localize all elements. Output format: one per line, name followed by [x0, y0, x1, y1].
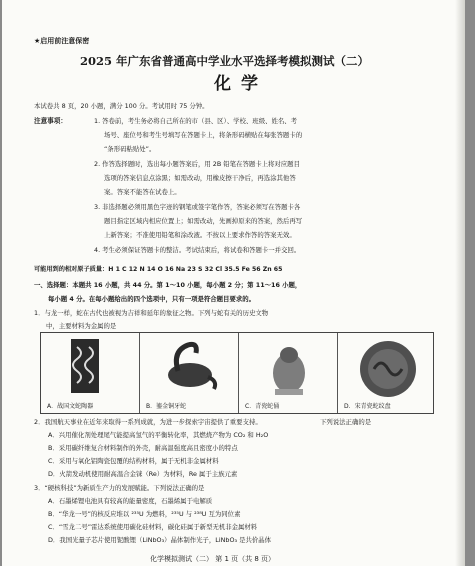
note-line: 4. 考生必须保证答题卡的整洁。考试结束后，将试卷和答题卡一并交回。	[94, 246, 301, 254]
q2-stem-cont: 下列说法正确的是	[320, 418, 372, 426]
note-line: 上新答案；不准使用铅笔和涂改液。不按以上要求作答的答案无效。	[104, 231, 296, 239]
q1-option-a-image	[41, 333, 140, 413]
note-line: 2. 作答选择题时，选出每小题答案后，用 2B 铅笔在答题卡上将对应题目	[94, 160, 300, 168]
q1-option-d-image	[338, 333, 436, 413]
q1-option-b-image	[140, 333, 239, 413]
notes-label: 注意事项：	[34, 117, 67, 125]
exam-page	[2, 0, 465, 566]
note-line: 案。答案不能答在试卷上。	[104, 188, 181, 196]
q3-option-a: A．石墨烯锂电池具有较高的能量密度，石墨烯属于电解质	[48, 497, 213, 505]
note-line: 1. 答卷前，考生务必将自己所在的市（县、区）、学校、班级、姓名、考	[94, 117, 298, 125]
q1-stem-cont: 中，主要材料为金属的是	[46, 322, 117, 330]
q2-option-b: B．采用碳纤维复合材料制作的外壳，耐高温强度高且密度小的特点	[48, 444, 238, 452]
atomic-masses: 可能用到的相对原子质量：H 1 C 12 N 14 O 16 Na 23 S 32 Cl 35.5 Fe 56 Zn 65	[34, 266, 283, 273]
page-footer: 化学模拟测试（二） 第 1 页（共 8 页）	[150, 555, 276, 563]
section1-heading-cont: 每小题 4 分。在每小题给出的四个选项中，只有一项是符合题目要求的。	[48, 295, 256, 303]
q3-option-b: B．“华龙一号”的核反应堆以 ²³⁵U 为燃料，²³⁵U 与 ²³⁸U 互为同位素	[48, 510, 241, 518]
q1-option-a: A．战国文蛇陶器	[47, 403, 94, 410]
exam-title: 2025 年广东省普通高中学业水平选择考模拟测试（二）	[80, 54, 370, 68]
note-line: 3. 非选择题必须用黑色字迹的钢笔或签字笔作答，答案必须写在答题卡各	[94, 203, 301, 211]
page-edge-shadow	[455, 0, 465, 566]
q1-option-b: B．鎏金铜牙蛇	[146, 403, 187, 410]
subject-title: 化学	[214, 74, 268, 94]
confidential-notice: ★启用前注意保密	[34, 37, 90, 45]
q1-option-d: D．宋青瓷蛇纹盘	[344, 403, 391, 410]
q2-stem: 2．我国航天事业在近年来取得一系列成就，为进一步探索宇宙提供了重要支持。	[34, 418, 262, 426]
q3-option-c: C．“雪龙二号”雷达系统使用碳化硅材料，碳化硅属于新型无机非金属材料	[48, 523, 258, 531]
q1-image-row	[40, 332, 434, 414]
q2-option-c: C．采用与氧化铝陶瓷包覆的结构材料，属于无机非金属材料	[48, 457, 219, 465]
q3-stem: 3．“硬核科技”为新质生产力的发展赋能。下列说法正确的是	[34, 484, 205, 492]
exam-intro: 本试卷共 8 页，20 小题，满分 100 分。考试用时 75 分钟。	[34, 102, 209, 110]
section1-heading: 一、选择题：本题共 16 小题，共 44 分。第 1～10 小题，每小题 2 分；第 11～16 小题，	[34, 281, 302, 289]
q1-option-c: C．青瓷蛇俑	[245, 403, 280, 410]
q3-option-d: D．我国光量子芯片使用铌酸锂（LiNbO₃）晶体制作光子，LiNbO₃ 是共价晶体	[48, 536, 272, 544]
note-line: 题目指定区域内相应位置上；如需改动，先画掉原来的答案，然后再写	[104, 217, 303, 225]
note-line: “条形码粘贴处”。	[104, 145, 156, 153]
q1-stem: 1．与龙一样，蛇在古代也被视为吉祥和延年的象征之物。下列与蛇有关的历史文物	[34, 309, 269, 317]
q2-option-a: A．兴用催化剂处理尾气能提高氢气的平衡转化率，其燃烧产物为 CO₂ 和 H₂O	[48, 431, 269, 439]
q2-option-d: D．火箭发动机使用耐高温合金铼（Re）为材料，Re 属于主族元素	[48, 470, 238, 478]
note-line: 场号、座位号和考生号填写在答题卡上，将条形码横贴在每张答题卡的	[104, 131, 303, 139]
q1-option-c-image	[239, 333, 338, 413]
note-line: 选项的答案信息点涂黑；如需改动，用橡皮擦干净后，再选涂其他答	[104, 174, 296, 182]
